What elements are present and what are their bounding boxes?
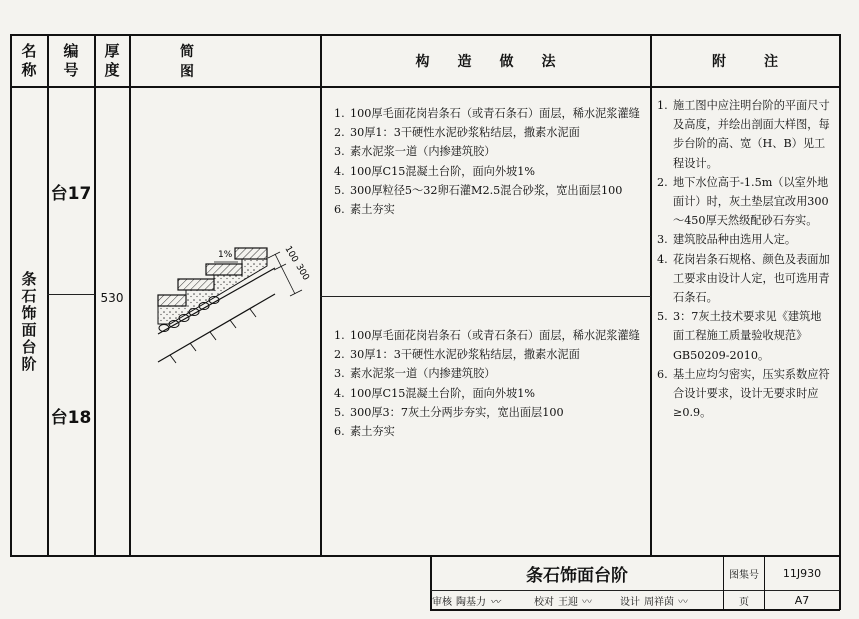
attached-notes [657,96,832,422]
step-17-1: 1. 100厚毛面花岗岩条石（或青石条石）面层，稀水泥浆灌缝 [334,107,640,120]
designer-name: 周祥茵 [644,597,674,608]
step-18-1: 1. 100厚毛面花岗岩条石（或青石条石）面层，稀水泥浆灌缝 [334,329,640,342]
step-17-4: 4. 100厚C15混凝土台阶，面向外坡1% [334,164,535,178]
frame-bottom-line [430,609,840,611]
note-1: 1. 施工图中应注明台阶的平面尺寸及高度，并绘出剖面大样图，每步台阶的高、宽（H、B）见工程设计。 [657,99,830,170]
design-label: 设计 [620,597,640,608]
atlas-label: 图集号 [729,569,759,581]
earth-hatch [170,309,256,363]
code-cell-17 [48,88,94,294]
note-5: 5. 3：7灰土技术要求见《建筑地面工程施工质量验收规范》GB50209-2010。 [657,310,822,362]
frame-right-line [839,34,841,610]
stair-section-svg [150,238,315,368]
note-6: 6. 基土应均匀密实，压实系数应符合设计要求，设计无要求时应≥0.9。 [657,367,830,420]
header-notes: 附注 [712,54,816,70]
designer-signature: 〰 [678,597,688,608]
reviewer-signature: 〰 [490,596,500,608]
signature-row [432,592,723,609]
name-value: 条石饰面台阶 [19,270,38,373]
step-18-3: 3. 素水泥浆一道（内掺建筑胶） [334,367,496,381]
col-sep-3 [129,34,131,556]
dim-a-label: 100 [282,244,300,265]
step-18-5: 5. 300厚3：7灰土分两步夯实，宽出面层100 [334,405,564,419]
step-18-4: 4. 100厚C15混凝土台阶，面向外坡1% [334,386,535,400]
slope-label: 1% [218,250,233,260]
code-17: 台17 [50,183,92,204]
dim-b-label: 300 [293,262,311,283]
section-diagram [150,238,315,368]
header-name: 名称 [21,42,37,79]
thickness-value: 530 [100,291,124,305]
note-3: 3. 建筑胶品种由选用人定。 [657,233,797,247]
step-18-2: 2. 30厚1：3干硬性水泥砂浆粘结层，撒素水泥面 [334,348,580,362]
construction-18 [334,326,644,441]
thickness-cell [95,88,129,508]
page-label: 页 [739,596,749,608]
name-cell [11,88,47,555]
checker-signature: 〰 [582,597,592,608]
drawing-title: 条石饰面台阶 [526,565,628,586]
header-number: 编号 [63,42,79,79]
header-thickness: 厚度 [104,42,120,79]
checker-name: 王迎 [558,597,578,608]
atlas-number: 11J930 [782,566,822,580]
step-18-6: 6. 素土夯实 [334,425,395,439]
construction-17 [334,104,644,219]
reviewer-name: 陶基力 [456,597,486,608]
code-18: 台18 [50,407,92,428]
header-diagram: 简图 [180,44,254,80]
col-sep-5 [650,34,652,556]
header-bottom-line [10,86,840,88]
row-sep-construction [320,296,651,297]
note-4: 4. 花岗岩条石规格、颜色及表面加工要求由设计人定，也可选用青石条石。 [657,252,830,305]
page-number: A7 [794,593,810,607]
review-label: 审核 [432,597,452,608]
note-2: 2. 地下水位高于-1.5m（以室外地面计）时，灰土垫层宜改用300～450厚天然级配砂石夯实。 [657,175,829,228]
step-17-3: 3. 素水泥浆一道（内掺建筑胶） [334,145,496,159]
step-17-5: 5. 300厚粒径5～32卵石灌M2.5混合砂浆，宽出面层100 [334,183,623,197]
check-label: 校对 [534,597,554,608]
col-sep-4 [320,34,322,556]
step-17-2: 2. 30厚1：3干硬性水泥砂浆粘结层，撒素水泥面 [334,126,580,140]
header-construction: 构造做法 [415,54,584,70]
code-cell-18 [48,295,94,535]
step-17-6: 6. 素土夯实 [334,203,395,217]
